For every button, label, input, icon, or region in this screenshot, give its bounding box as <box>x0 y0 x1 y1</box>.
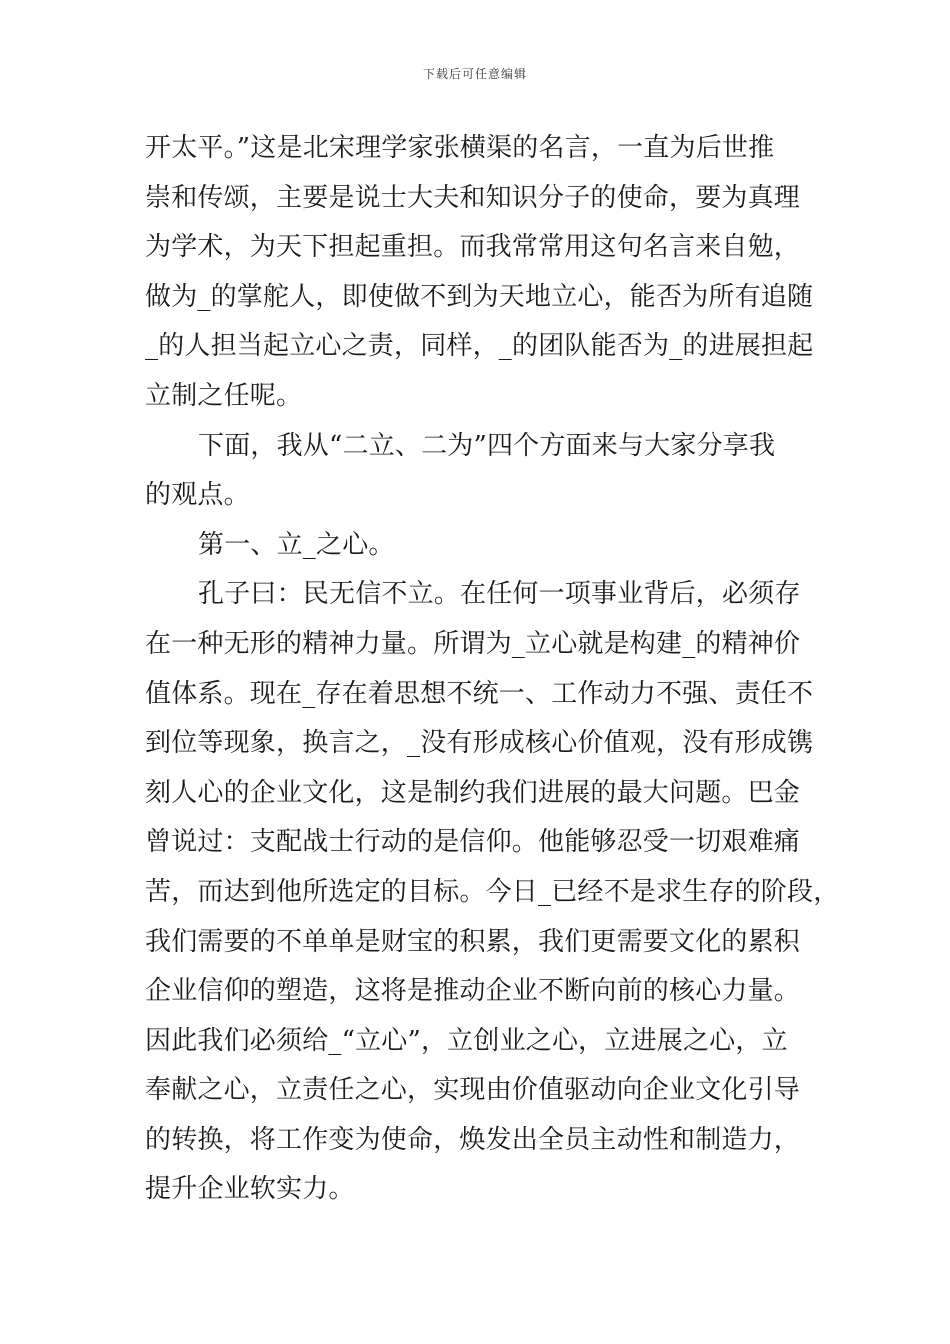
text-line: 在一种无形的精神力量。所谓为_立心就是构建_的精神价 <box>145 628 801 659</box>
text-line: 苦，而达到他所选定的目标。今日_已经不是求生存的阶段， <box>145 876 840 907</box>
text-line: 奉献之心，立责任之心，实现由价值驱动向企业文化引导 <box>145 1075 801 1106</box>
text-line: 企业信仰的塑造，这将是推动企业不断向前的核心力量。 <box>145 976 801 1007</box>
text-line: 的转换，将工作变为使命，焕发出全员主动性和制造力， <box>145 1124 801 1155</box>
text-line: 到位等现象，换言之，_没有形成核心价值观，没有形成镌 <box>145 728 814 759</box>
text-line: 刻人心的企业文化，这是制约我们进展的最大问题。巴金 <box>145 777 801 808</box>
text-line: 开太平。”这是北宋理学家张横渠的名言，一直为后世推 <box>145 133 775 163</box>
document-body <box>145 124 840 1215</box>
text-line: 提升企业软实力。 <box>145 1174 355 1205</box>
text-line: 崇和传颂，主要是说士大夫和知识分子的使命，要为真理 <box>145 182 801 213</box>
text-line: 立制之任呢。 <box>145 380 303 411</box>
text-line: 的观点。 <box>145 480 250 511</box>
text-line: 孔子曰：民无信不立。在任何一项事业背后，必须存 <box>198 579 801 610</box>
page-header: 下载后可任意编辑 <box>422 67 527 81</box>
text-line: 为学术，为天下担起重担。而我常常用这句名言来自勉， <box>145 232 801 263</box>
text-line: 下面，我从“二立、二为”四个方面来与大家分享我 <box>198 430 776 461</box>
text-line: 值体系。现在_存在着思想不统一、工作动力不强、责任不 <box>145 678 814 709</box>
text-line: 曾说过：支配战士行动的是信仰。他能够忍受一切艰难痛 <box>145 827 801 858</box>
section-heading: 第一、立_之心。 <box>198 529 395 560</box>
text-line: 我们需要的不单单是财宝的积累，我们更需要文化的累积 <box>145 926 801 957</box>
text-line: _的人担当起立心之责，同样，_的团队能否为_的进展担起 <box>145 331 814 362</box>
text-line: 因此我们必须给_“立心”，立创业之心，立进展之心，立 <box>145 1025 788 1056</box>
text-line: 做为_的掌舵人，即使做不到为天地立心，能否为所有追随 <box>145 281 814 312</box>
